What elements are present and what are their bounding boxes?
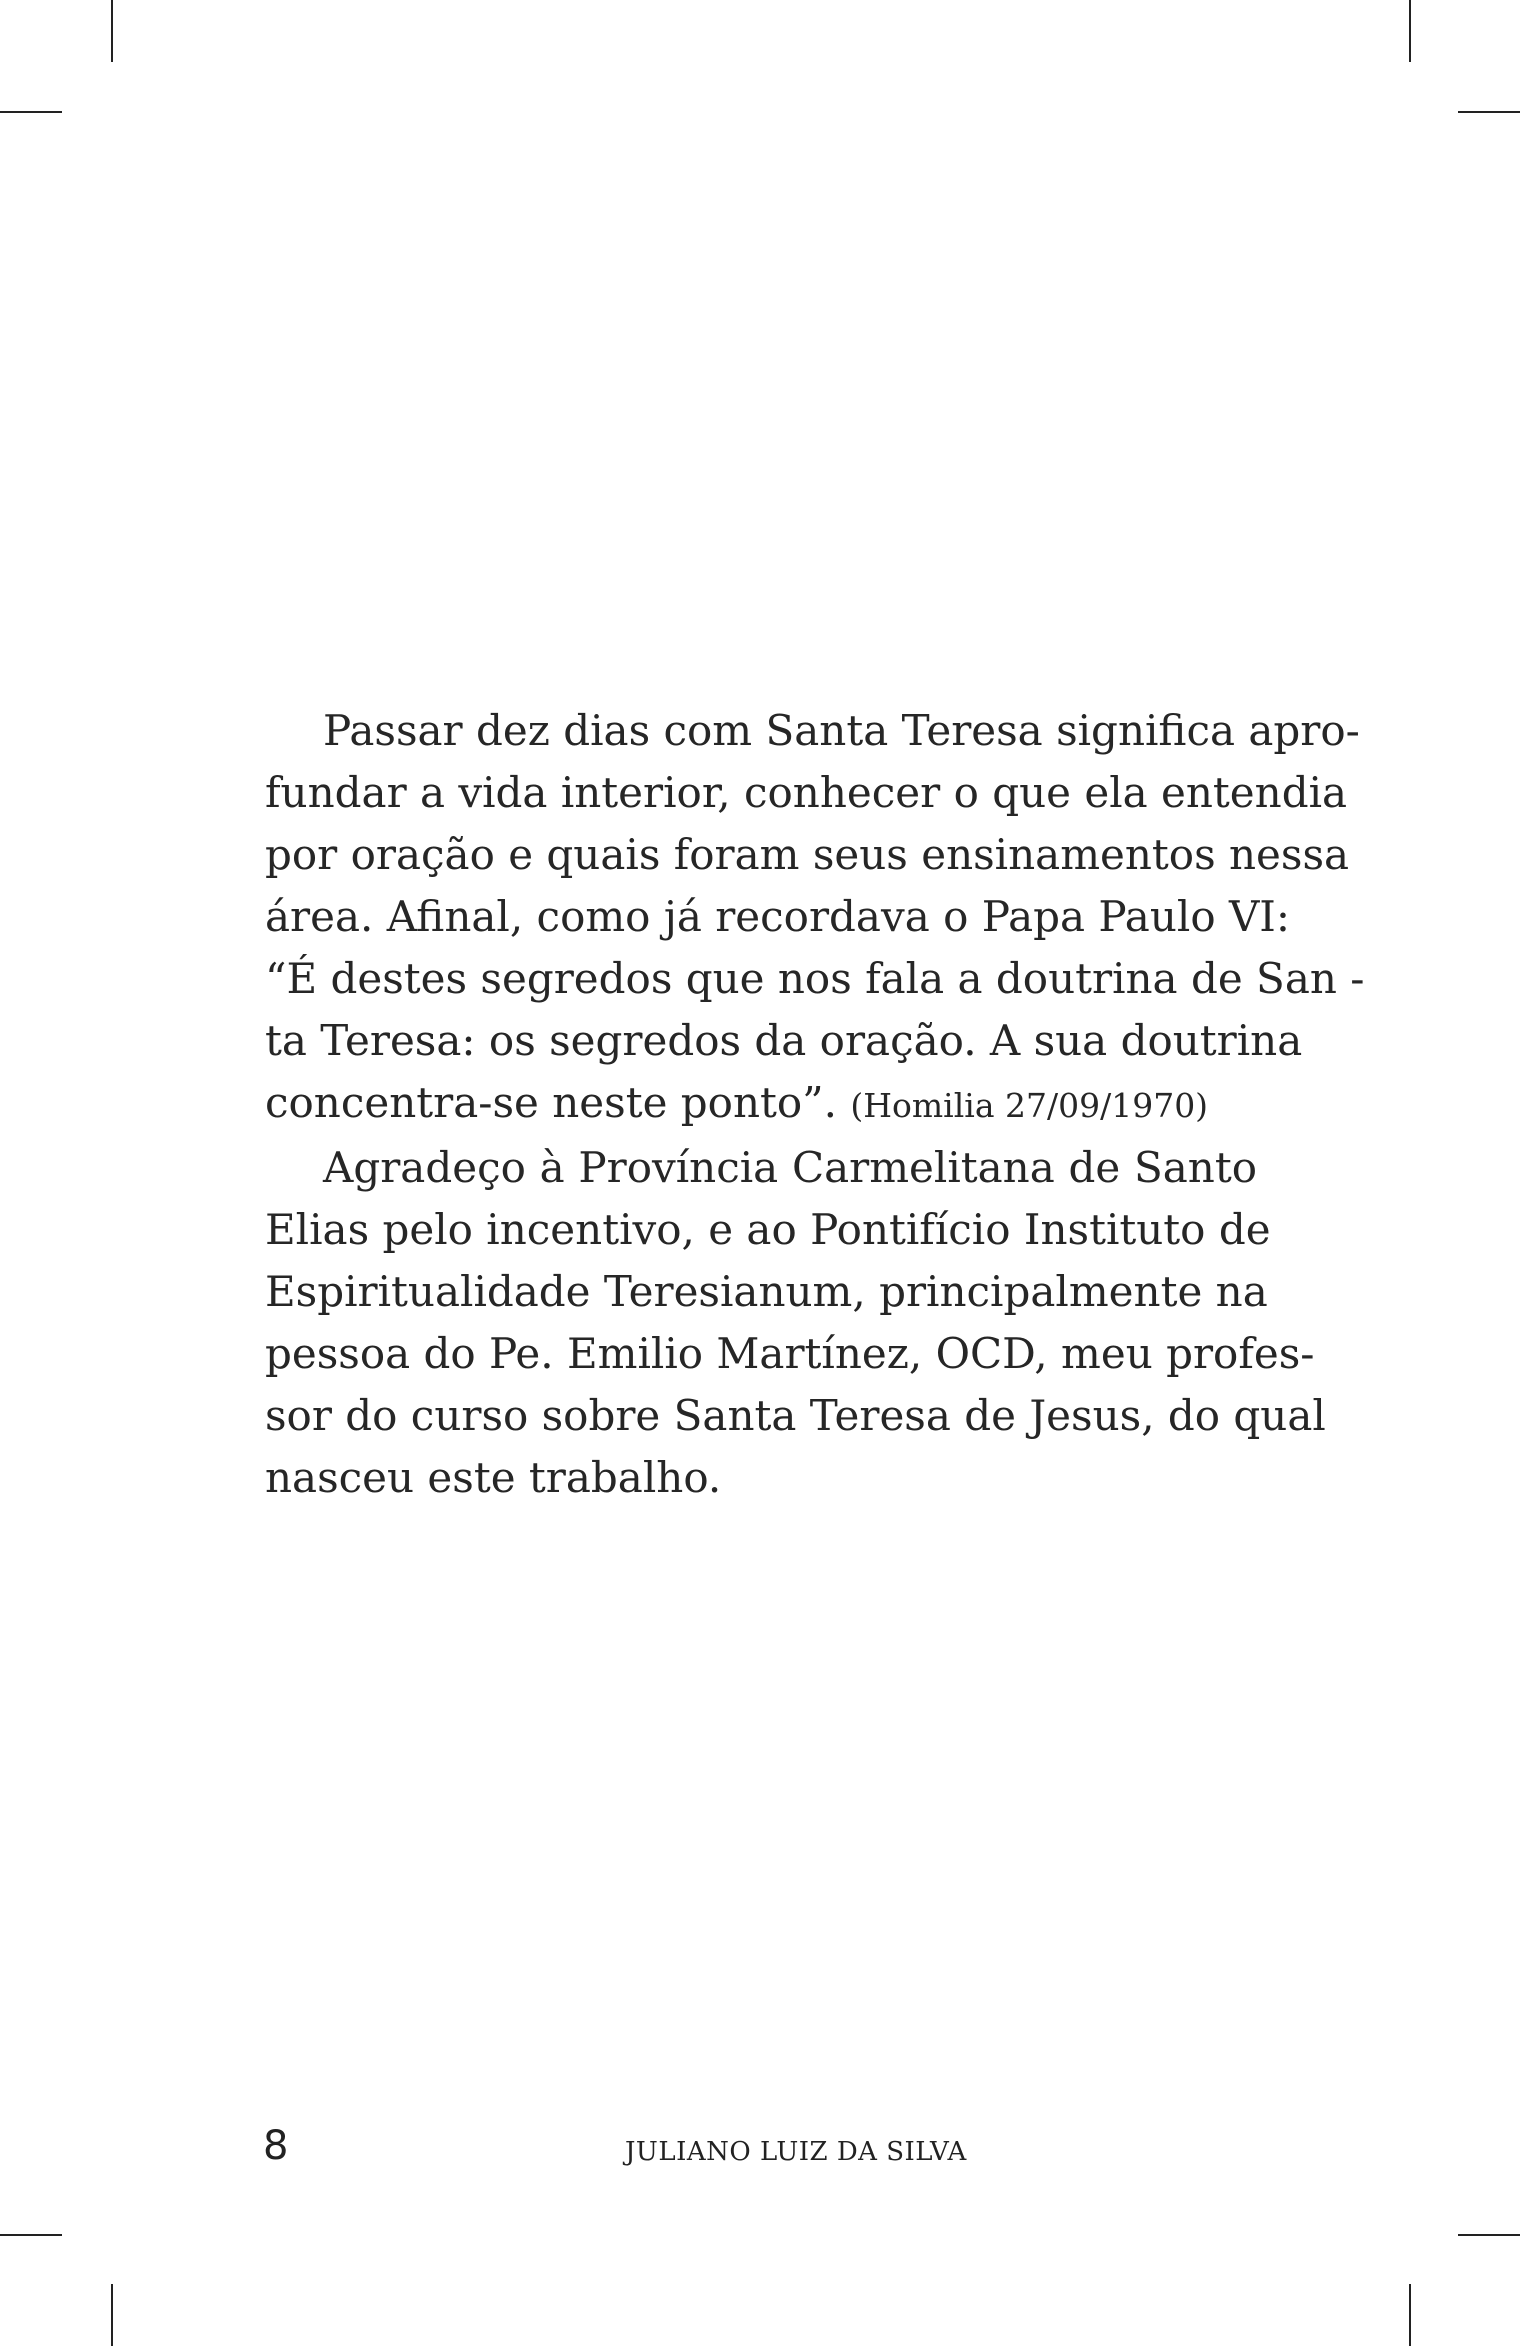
text-line: por oração e quais foram seus ensinamentos nessa bbox=[265, 830, 1350, 879]
crop-mark-bottom-right bbox=[1458, 2234, 1520, 2236]
crop-mark-bottom-left bbox=[111, 2284, 113, 2346]
text-line: nasceu este trabalho. bbox=[265, 1453, 722, 1502]
text-line: ta Teresa: os segredos da oração. A sua doutrina bbox=[265, 1016, 1303, 1065]
running-head: JULIANO LUIZ DA SILVA bbox=[625, 2137, 967, 2167]
citation: (Homilia 27/09/1970) bbox=[850, 1086, 1209, 1125]
paragraph-acknowledgement bbox=[265, 1137, 1326, 1509]
text-line: Espiritualidade Teresianum, principalmente na bbox=[265, 1267, 1268, 1316]
text-line: Agradeço à Província Carmelitana de Santo bbox=[323, 1143, 1257, 1192]
paragraph-intro bbox=[265, 700, 1365, 1137]
crop-mark-bottom-left bbox=[0, 2234, 62, 2236]
text-line: sor do curso sobre Santa Teresa de Jesus, do qual bbox=[265, 1391, 1326, 1440]
crop-mark-bottom-right bbox=[1409, 2284, 1411, 2346]
text-line: “É destes segredos que nos fala a doutrina de San - bbox=[265, 954, 1365, 1003]
text-line: Passar dez dias com Santa Teresa significa apro- bbox=[323, 706, 1360, 755]
crop-mark-top-left bbox=[111, 0, 113, 62]
text-line: fundar a vida interior, conhecer o que ela entendia bbox=[265, 768, 1348, 817]
body-text bbox=[265, 700, 1365, 1509]
quote-end: concentra-se neste ponto”. bbox=[265, 1078, 837, 1127]
crop-mark-top-left bbox=[0, 111, 62, 113]
text-line bbox=[265, 1072, 1257, 1137]
page-number: 8 bbox=[263, 2123, 289, 2169]
text-line: pessoa do Pe. Emilio Martínez, OCD, meu profes- bbox=[265, 1329, 1315, 1378]
crop-mark-top-right bbox=[1409, 0, 1411, 62]
text-line: área. Afinal, como já recordava o Papa Paulo VI: bbox=[265, 892, 1291, 941]
crop-mark-top-right bbox=[1458, 111, 1520, 113]
text-line: Elias pelo incentivo, e ao Pontifício Instituto de bbox=[265, 1205, 1271, 1254]
